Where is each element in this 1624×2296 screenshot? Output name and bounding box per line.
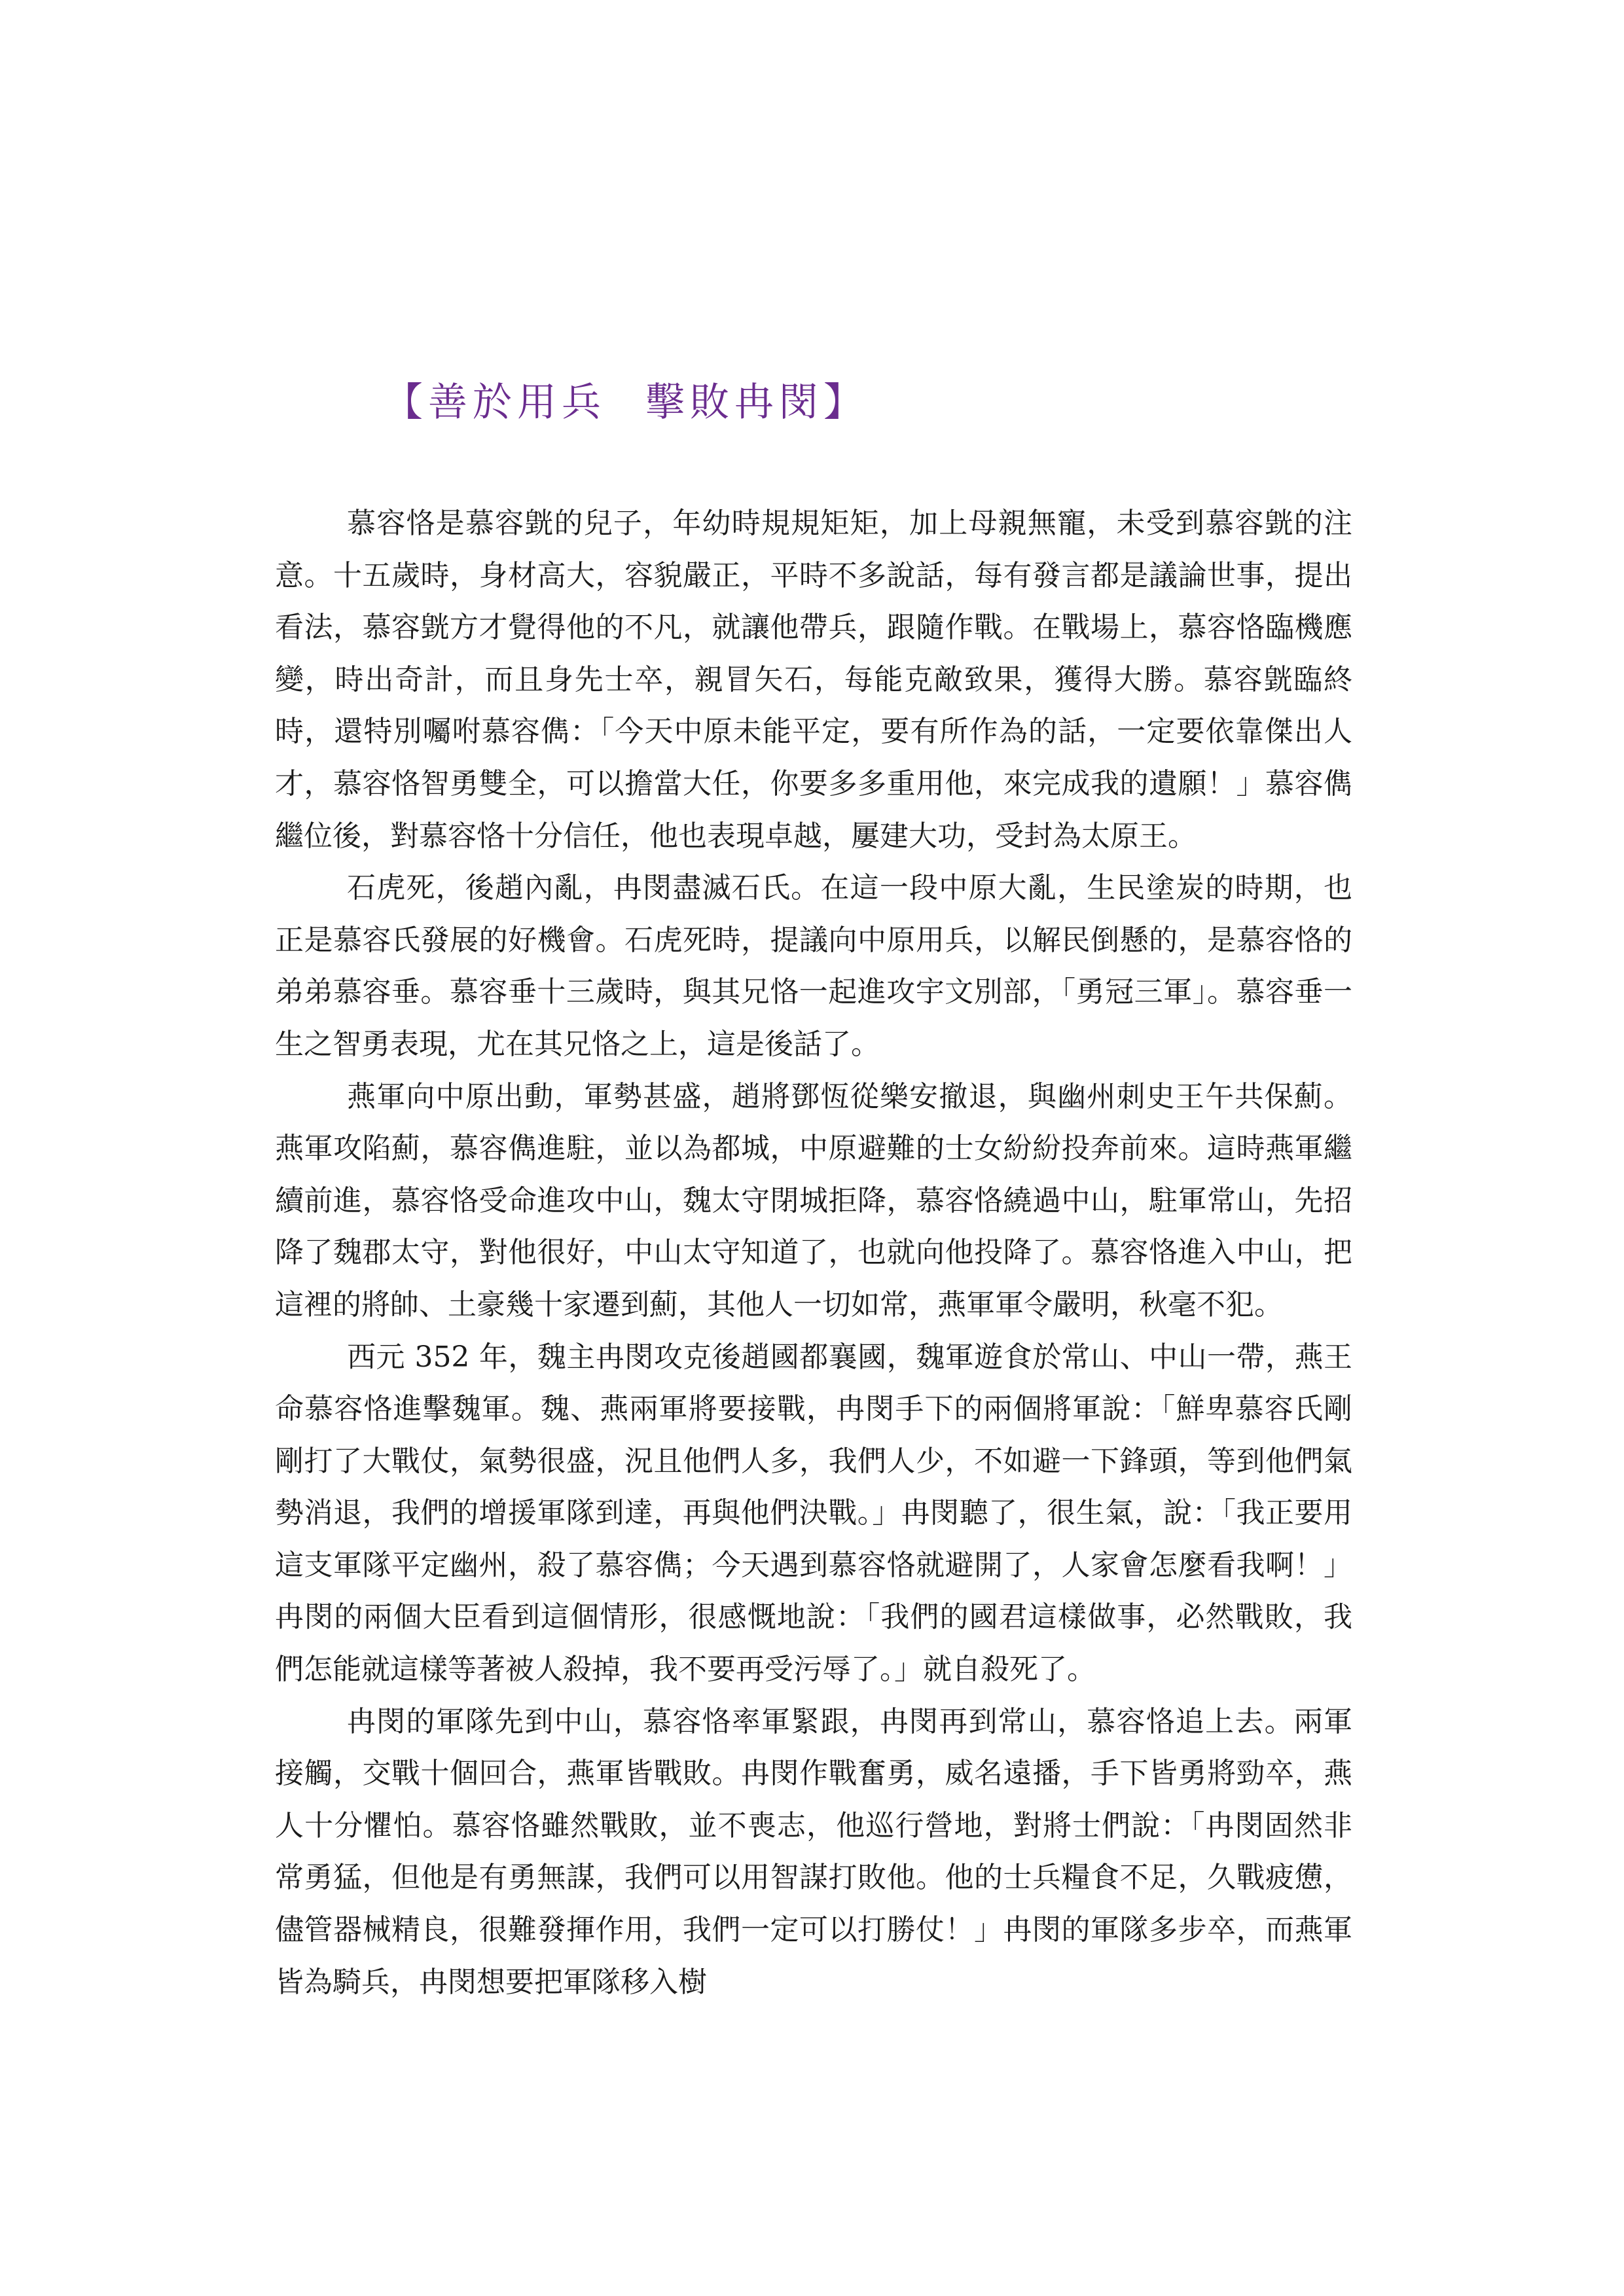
heading-open-bracket: 【 xyxy=(384,380,428,425)
section-heading xyxy=(384,367,868,439)
heading-close-bracket: 】 xyxy=(823,380,868,425)
paragraph-3: 燕軍向中原出動，軍勢甚盛，趙將鄧恆從樂安撤退，與幽州刺史王午共保薊。燕軍攻陷薊，慕容儁進駐，並以為都城，中原避難的士女紛紛投奔前來。這時燕軍繼續前進，慕容恪受命進攻中山，魏太守閉城拒降，慕容恪繞過中山，駐軍常山，先招降了魏郡太守，對他很好，中山太守知道了，也就向他投降了。慕容恪進入中山，把這裡的將帥、土豪幾十家遷到薊，其他人一切如常，燕軍軍令嚴明，秋毫不犯。 xyxy=(275,1079,1352,1321)
paragraph-1: 慕容恪是慕容皝的兒子，年幼時規規矩矩，加上母親無寵，未受到慕容皝的注意。十五歲時，身材高大，容貌嚴正，平時不多說話，每有發言都是議論世事，提出看法，慕容皝方才覺得他的不凡，就讓他帶兵，跟隨作戰。在戰場上，慕容恪臨機應變，時出奇計，而且身先士卒，親冒矢石，每能克敵致果，獲得大勝。慕容皝臨終時，還特別囑咐慕容儁：「今天中原未能平定，要有所作為的話，一定要依靠傑出人才，慕容恪智勇雙全，可以擔當大任，你要多多重用他，來完成我的遺願！」慕容儁繼位後，對慕容恪十分信任，他也表現卓越，屢建大功，受封為太原王。 xyxy=(275,507,1352,853)
heading-part-2: 擊敗冉閔 xyxy=(645,380,823,425)
paragraph-5: 冉閔的軍隊先到中山，慕容恪率軍緊跟，冉閔再到常山，慕容恪追上去。兩軍接觸，交戰十個回合，燕軍皆戰敗。冉閔作戰奮勇，威名遠播，手下皆勇將勁卒，燕人十分懼怕。慕容恪雖然戰敗，並不喪志，他巡行營地，對將士們說：「冉閔固然非常勇猛，但他是有勇無謀，我們可以用智謀打敗他。他的士兵糧食不足，久戰疲憊，儘管器械精良，很難發揮作用，我們一定可以打勝仗！」冉閔的軍隊多步卒，而燕軍皆為騎兵，冉閔想要把軍隊移入樹 xyxy=(275,1704,1352,1999)
paragraph-2: 石虎死，後趙內亂，冉閔盡滅石氏。在這一段中原大亂，生民塗炭的時期，也正是慕容氏發展的好機會。石虎死時，提議向中原用兵，以解民倒懸的，是慕容恪的弟弟慕容垂。慕容垂十三歲時，與其兄恪一起進攻宇文別部，「勇冠三軍」。慕容垂一生之智勇表現，尤在其兄恪之上，這是後話了。 xyxy=(275,871,1352,1061)
paragraph-4: 西元 352 年，魏主冉閔攻克後趙國都襄國，魏軍遊食於常山、中山一帶，燕王命慕容恪進擊魏軍。魏、燕兩軍將要接戰，冉閔手下的兩個將軍說：「鮮卑慕容氏剛剛打了大戰仗，氣勢很盛，況且他們人多，我們人少，不如避一下鋒頭，等到他們氣勢消退，我們的增援軍隊到達，再與他們決戰。」冉閔聽了，很生氣，說：「我正要用這支軍隊平定幽州，殺了慕容儁；今天遇到慕容恪就避開了，人家會怎麼看我啊！」冉閔的兩個大臣看到這個情形，很感慨地說：「我們的國君這樣做事，必然戰敗，我們怎能就這樣等著被人殺掉，我不要再受污辱了。」就自殺死了。 xyxy=(275,1340,1352,1687)
heading-part-1: 善於用兵 xyxy=(428,380,606,425)
body-text xyxy=(275,497,1352,2008)
